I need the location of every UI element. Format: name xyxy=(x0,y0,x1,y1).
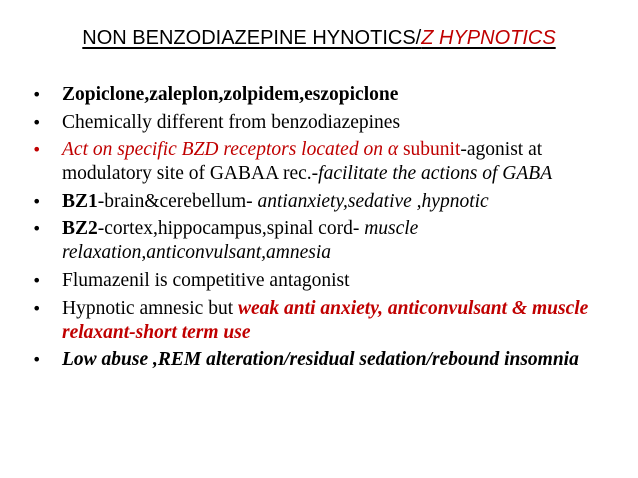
bullet-text xyxy=(62,139,552,184)
list-item xyxy=(32,111,628,135)
bullet-text xyxy=(62,270,350,291)
bullet-icon: • xyxy=(32,298,42,318)
bullet-text xyxy=(62,218,423,263)
bullet-text-segment: Hypnotic amnesic but xyxy=(62,297,239,319)
bullet-text-segment: Act on specific BZD receptors located on α xyxy=(62,139,403,161)
bullet-text xyxy=(62,349,579,370)
bullet-text-segment: -agonist at modulatory site of GABAA rec.- xyxy=(62,139,548,185)
bullet-icon: • xyxy=(32,270,42,290)
bullet-text-segment: -cortex,hippocampus,spinal cord- xyxy=(97,218,365,240)
list-item xyxy=(32,138,628,186)
list-item xyxy=(32,297,628,345)
list-item xyxy=(32,269,628,293)
bullet-text xyxy=(62,112,400,133)
bullet-text-segment: Chemically different from benzodiazepines xyxy=(62,111,401,133)
bullet-list xyxy=(32,83,628,376)
bullet-text-segment: antianxiety,sedative ,hypnotic xyxy=(257,190,489,212)
bullet-text-segment: Flumazenil is competitive antagonist xyxy=(62,269,350,291)
bullet-text xyxy=(62,84,398,105)
page-title xyxy=(0,24,638,52)
bullet-text-segment: -brain&cerebellum- xyxy=(97,190,258,212)
bullet-text-segment: facilitate the actions of GABA xyxy=(318,163,553,185)
bullet-icon: • xyxy=(32,191,42,211)
bullet-text-segment: subunit xyxy=(402,139,461,161)
bullet-icon: • xyxy=(32,85,42,104)
bullet-text xyxy=(62,298,593,343)
bullet-text-segment: muscle relaxation,anticonvulsant,amnesia xyxy=(62,218,424,264)
bullet-text-segment: Zopiclone,zaleplon,zolpidem,eszopiclone xyxy=(62,84,399,105)
bullet-text-segment: Low abuse ,REM alteration/residual sedation/rebound insomnia xyxy=(62,349,579,371)
bullet-icon: • xyxy=(32,112,42,132)
bullet-text-segment: BZ1 xyxy=(62,190,98,212)
list-item xyxy=(32,83,628,107)
bullet-icon: • xyxy=(32,350,42,370)
list-item xyxy=(32,217,628,265)
bullet-icon: • xyxy=(32,219,42,239)
list-item xyxy=(32,348,628,372)
title-main: NON BENZODIAZEPINE HYNOTICS/ xyxy=(82,27,422,49)
bullet-text-segment: BZ2 xyxy=(62,218,98,240)
bullet-text xyxy=(62,191,489,212)
list-item xyxy=(32,190,628,214)
bullet-icon: • xyxy=(32,140,42,160)
title-accent: Z HYPNOTICS xyxy=(421,27,556,49)
bullet-text-segment: weak anti anxiety, anticonvulsant & muscle relaxant-short term use xyxy=(62,297,594,343)
